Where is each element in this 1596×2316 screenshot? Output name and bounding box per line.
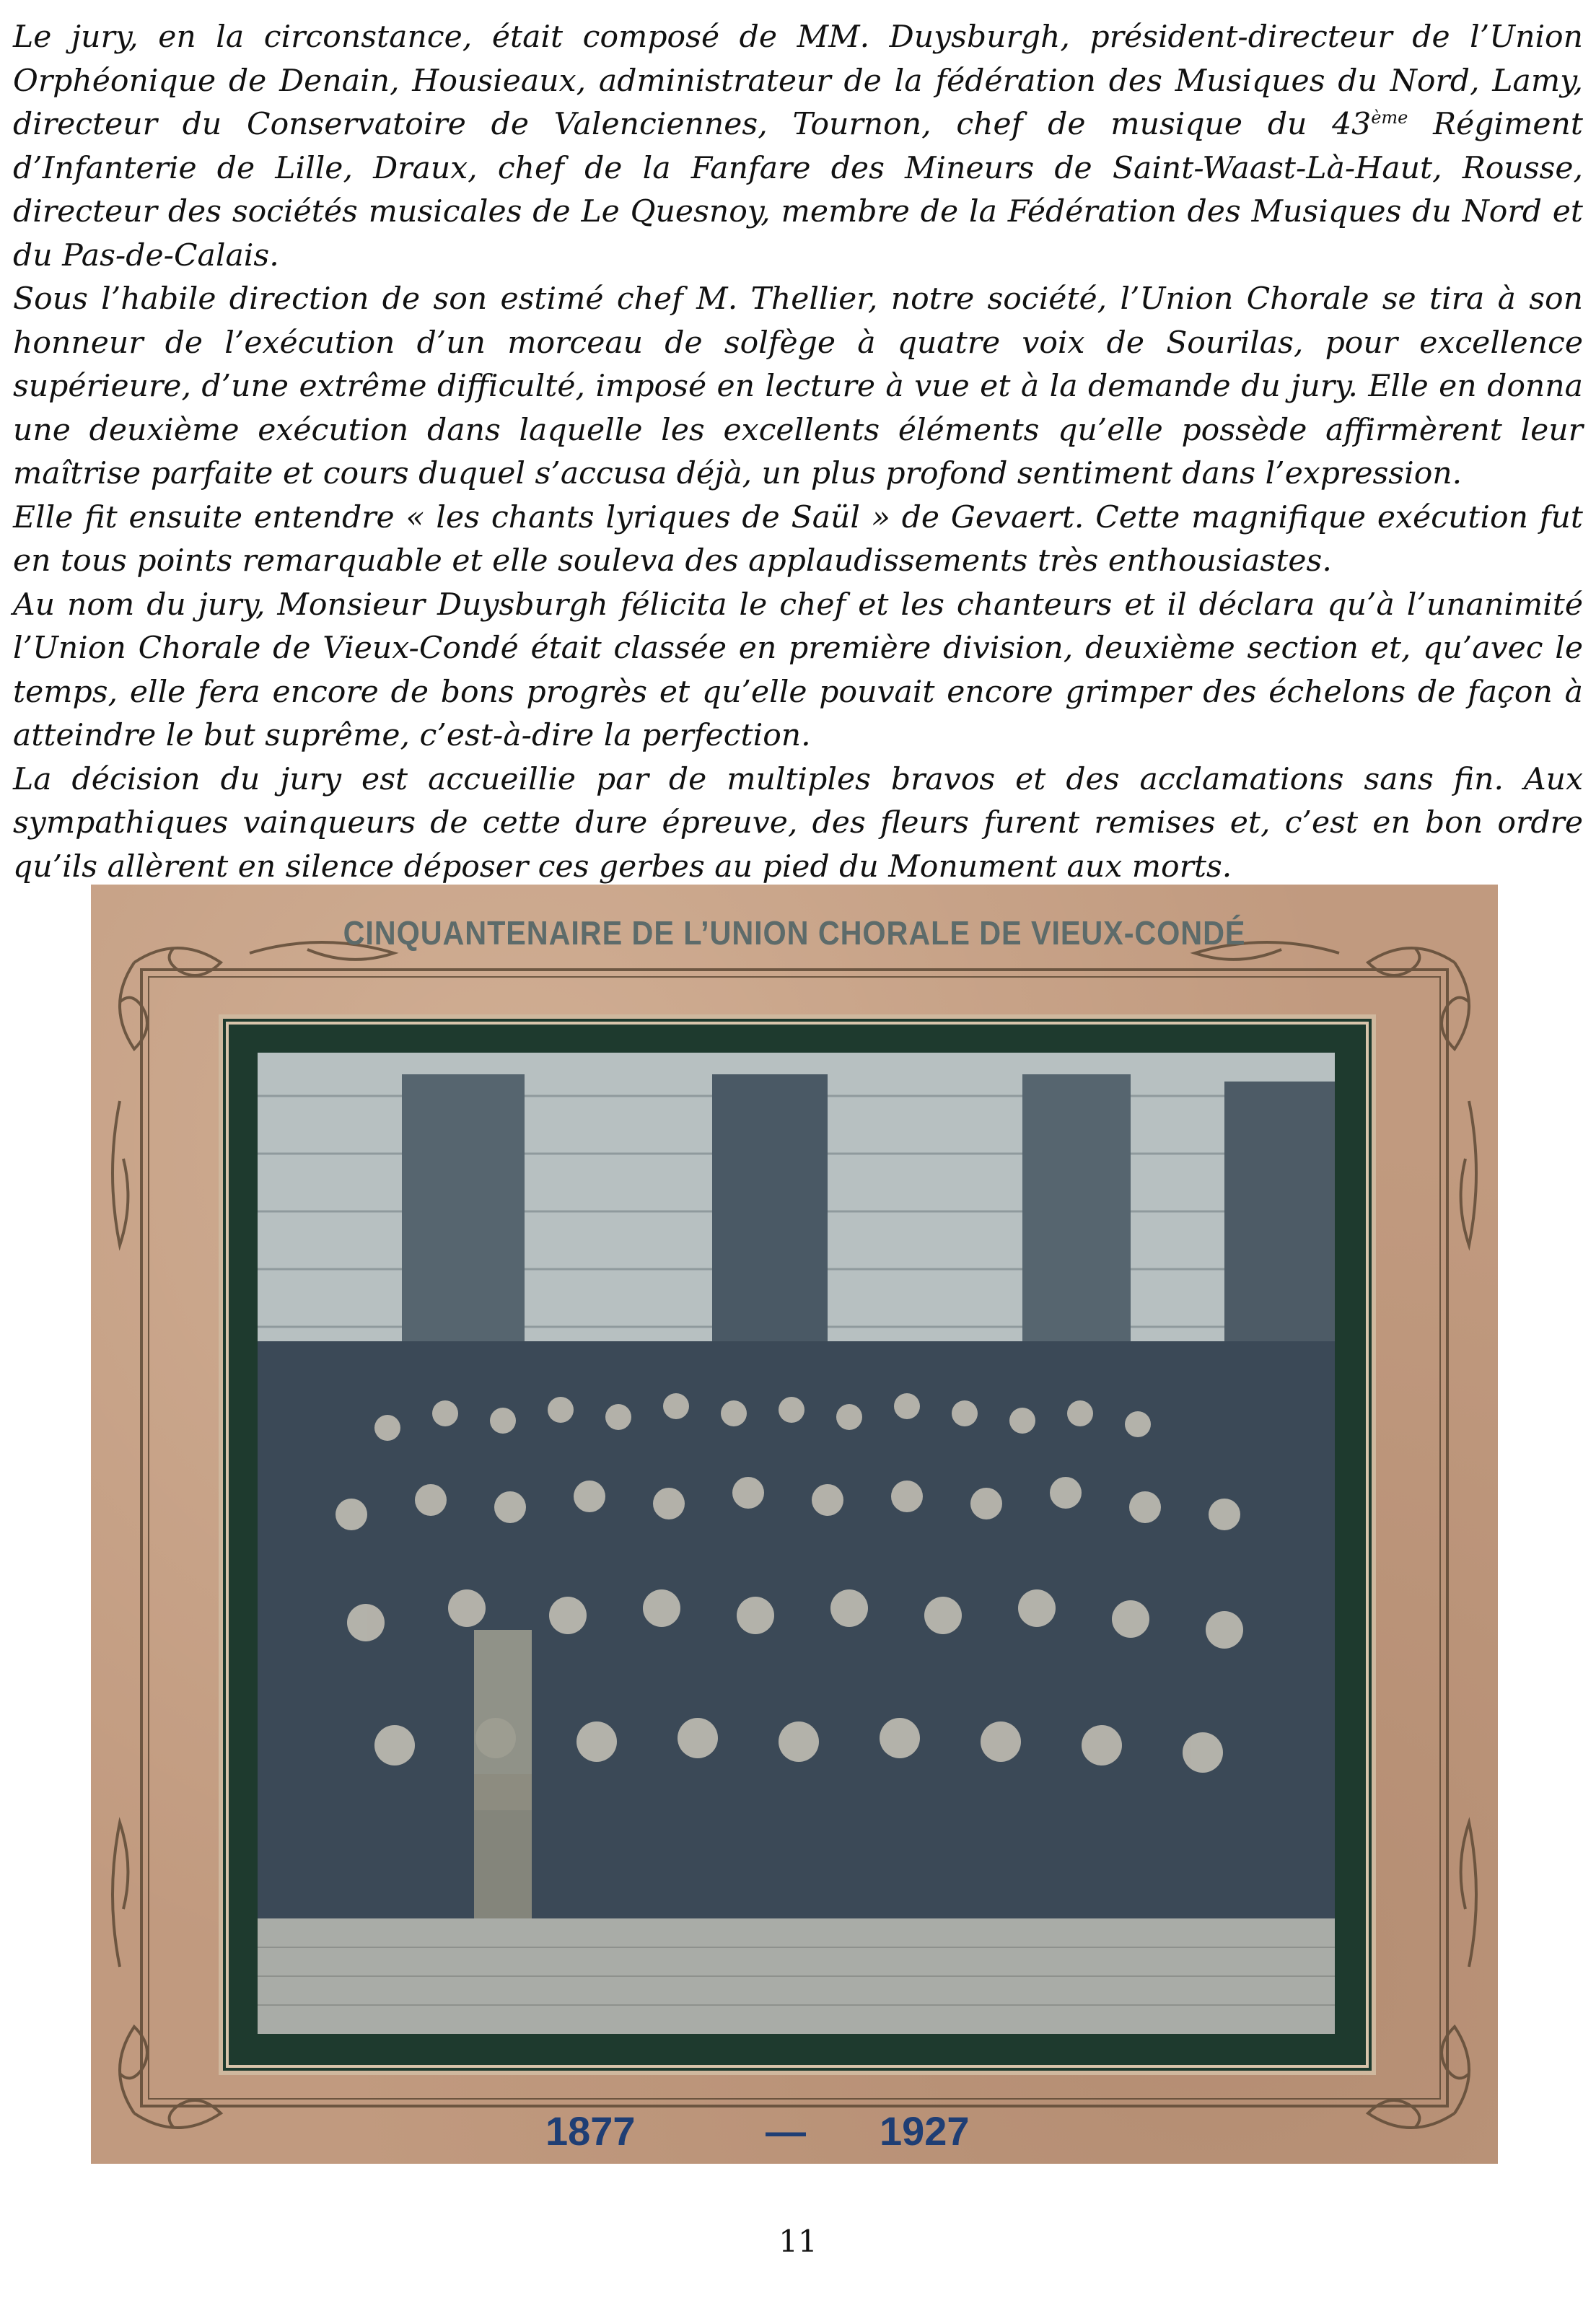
year-end: 1927 [880, 2108, 970, 2154]
year-dash: — [766, 2108, 806, 2154]
ordinal-superscript: ème [1371, 107, 1408, 128]
paragraph-saul: Elle fit ensuite entendre « les chants lyriques de Saül » de Gevaert. Cette magnifique exécution fut en tous points remarquable et elle souleva des applaudissements très enthousiastes. [13, 499, 1583, 579]
commemorative-photo [91, 885, 1498, 2164]
group-photograph [258, 1053, 1335, 2034]
paragraph-decision: Au nom du jury, Monsieur Duysburgh félicita le chef et les chanteurs et il déclara qu’à l’unanimité l’Union Chorale de Vieux-Condé était classée en première division, deuxième section et, qu’avec le temps, elle fera encore de bons progrès et qu’elle pouvait encore grimper des échelons de façon à atteindre le but suprême, c’est-à-dire la perfection. [13, 587, 1583, 753]
year-start: 1877 [545, 2108, 636, 2154]
paragraph-jury-text-rest: Régiment d’Infanterie de Lille, Draux, chef de la Fanfare des Mineurs de Saint-Waast-Là-Haut, Rousse, directeur des sociétés musicales de Le Quesnoy, membre de la Fédération des Musiques du Nord et du Pas-de-Calais. [13, 107, 1583, 273]
group-photograph-image [258, 1053, 1335, 2034]
page-number: 11 [779, 2224, 817, 2259]
paragraph-flowers: La décision du jury est accueillie par de multiples bravos et des acclamations sans fin. Aux sympathiques vainqueurs de cette dure épreuve, des fleurs furent remises et, c’est en bon ordre qu’ils allèrent en silence déposer ces gerbes au pied du Monument aux morts. [13, 761, 1583, 885]
paragraph-direction: Sous l’habile direction de son estimé chef M. Thellier, notre société, l’Union Chorale se tira à son honneur de l’exécution d’un morceau de solfège à quatre voix de Sourilas, pour excellence supérieure, d’une extrême difficulté, imposé en lecture à vue et à la demande du jury. Elle en donna une deuxième exécution dans laquelle les excellents éléments qu’elle possède affirmèrent leur maîtrise parfaite et cours duquel s’accusa déjà, un plus profond sentiment dans l’expression. [13, 281, 1583, 491]
article-text [13, 16, 1583, 889]
paragraph-jury-text: Le jury, en la circonstance, était composé de MM. Duysburgh, président-directeur de l’Union Orphéonique de Denain, Housieaux, administrateur de la fédération des Musiques du Nord, Lamy, directeur du Conservatoire de Valenciennes, Tournon, chef de musique du 43 [13, 19, 1583, 142]
photo-title: CINQUANTENAIRE DE L’UNION CHORALE DE VIEUX-CONDÉ [343, 914, 1246, 952]
paragraph-jury [13, 16, 1583, 278]
